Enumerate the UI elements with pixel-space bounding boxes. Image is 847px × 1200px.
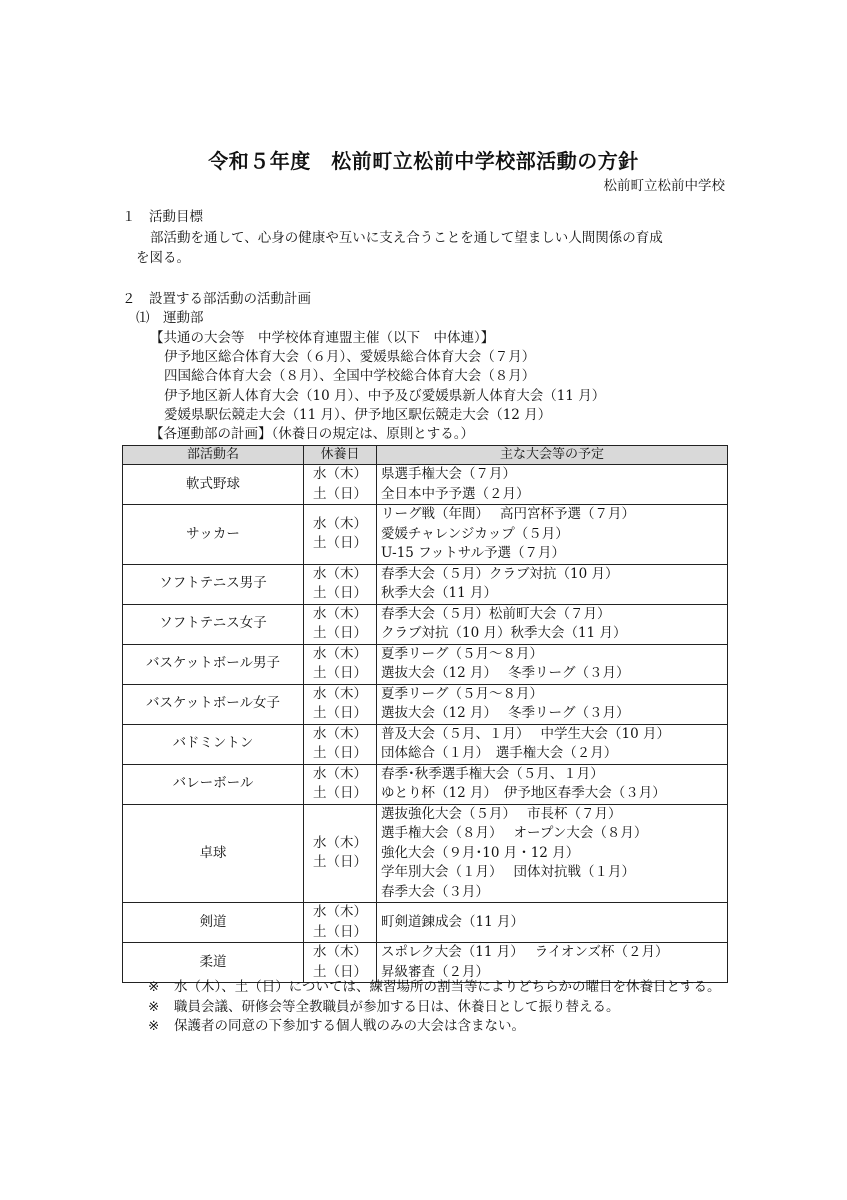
section2-heading: ２ 設置する部活動の活動計画 (122, 291, 311, 307)
rest-day-text: 土（日） (313, 485, 367, 502)
table-body (123, 465, 728, 983)
event-text: 団体総合（１月） 選手権大会（２月） (381, 745, 618, 761)
event-text: 町剣道錬成会（11 月） (381, 913, 524, 930)
event-text: 選抜強化大会（５月） 市長杯（７月） (381, 805, 622, 822)
event-text: 春季大会（３月） (381, 883, 489, 900)
rest-day-text: 土（日） (313, 665, 367, 681)
events-cell (377, 564, 728, 604)
club-name-cell: バドミントン (123, 724, 304, 764)
common-event-line: 愛媛県駅伝競走大会（11 月）、伊予地区駅伝競走大会（12 月） (164, 407, 552, 423)
events-cell (377, 724, 728, 764)
event-text: 昇級審査（２月） (381, 963, 489, 980)
table-header-row (123, 446, 728, 465)
table-row (123, 644, 728, 684)
rest-day-cell (304, 764, 377, 804)
rest-day-text: 水（木） (313, 515, 367, 532)
section1-body-line1: 部活動を通して、心身の健康や互いに支え合うことを通して望ましい人間関係の育成 (150, 230, 663, 246)
event-text: 春季大会（５月）クラブ対抗（10 月） (381, 565, 619, 582)
rest-day-text: 水（木） (313, 904, 367, 920)
document-title: 令和５年度 松前町立松前中学校部活動の方針 (208, 149, 639, 173)
rest-day-cell (304, 724, 377, 764)
table-row (123, 564, 728, 604)
event-text: 選抜大会（12 月） 冬季リーグ（３月） (381, 665, 630, 681)
note-mark: ※ (148, 979, 160, 995)
section2-sub-heading: ⑴ 運動部 (136, 310, 204, 326)
events-cell (377, 505, 728, 565)
header-rest-day: 休養日 (304, 446, 377, 465)
table-row (123, 604, 728, 644)
club-name-cell: 卓球 (123, 804, 304, 903)
note-mark: ※ (148, 1018, 160, 1034)
note-text: 職員会議、研修会等全教職員が参加する日は、休養日として振り替える。 (174, 998, 620, 1015)
section1-body-line2: を図る。 (136, 250, 190, 266)
table-row (123, 684, 728, 724)
event-text: 選抜大会（12 月） 冬季リーグ（３月） (381, 705, 630, 721)
event-text: 県選手権大会（７月） (381, 466, 516, 482)
document-author: 松前町立松前中学校 (603, 178, 725, 194)
table-row (123, 764, 728, 804)
club-name-cell: サッカー (123, 505, 304, 565)
rest-day-text: 水（木） (313, 944, 367, 960)
note-text: 水（木）、土（日）については、練習場所の割当等によりどちらかの曜日を休養日とする。 (174, 979, 721, 995)
rest-day-cell (304, 505, 377, 565)
rest-day-text: 水（木） (313, 466, 367, 482)
event-text: リーグ戦（年間） 高円宮杯予選（７月） (381, 506, 636, 522)
rest-day-text: 土（日） (313, 535, 367, 552)
rest-day-text: 水（木） (313, 645, 367, 662)
events-cell (377, 764, 728, 804)
events-cell (377, 684, 728, 724)
rest-day-cell (304, 465, 377, 505)
rest-day-text: 土（日） (313, 963, 367, 980)
table-row (123, 943, 728, 983)
table-row (123, 804, 728, 903)
rest-day-text: 水（木） (313, 834, 367, 851)
events-cell (377, 804, 728, 903)
rest-day-text: 水（木） (313, 765, 367, 782)
club-name-cell: 軟式野球 (123, 465, 304, 505)
note-text: 保護者の同意の下参加する個人戦のみの大会は含まない。 (174, 1018, 525, 1034)
table-row (123, 465, 728, 505)
rest-day-cell (304, 604, 377, 644)
event-text: 全日本中予予選（２月） (381, 485, 530, 502)
note-item (148, 978, 738, 998)
rest-day-cell (304, 644, 377, 684)
note-item (148, 998, 738, 1018)
rest-day-cell (304, 943, 377, 983)
club-name-cell: ソフトテニス女子 (123, 604, 304, 644)
event-text: 強化大会（９月･10 月・12 月） (381, 844, 580, 861)
rest-day-text: 土（日） (313, 585, 367, 601)
event-text: U-15 フットサル予選（７月） (381, 545, 566, 561)
club-name-cell: バスケットボール女子 (123, 684, 304, 724)
rest-day-text: 土（日） (313, 785, 367, 801)
rest-day-text: 水（木） (313, 685, 367, 702)
club-activity-table (122, 445, 728, 983)
event-text: 学年別大会（１月） 団体対抗戦（１月） (381, 864, 636, 880)
rest-day-text: 土（日） (313, 705, 367, 721)
club-plan-heading: 【各運動部の計画】（休養日の規定は、原則とする。） (150, 426, 474, 442)
rest-day-text: 水（木） (313, 605, 367, 622)
event-text: 秋季大会（11 月） (381, 585, 497, 601)
rest-day-cell (304, 804, 377, 903)
events-cell (377, 943, 728, 983)
event-text: 夏季リーグ（５月～８月） (381, 685, 543, 702)
common-event-line: 四国総合体育大会（８月）、全国中学校総合体育大会（８月） (164, 368, 536, 384)
header-events: 主な大会等の予定 (377, 446, 728, 465)
event-text: 愛媛チャレンジカップ（５月） (381, 525, 569, 542)
rest-day-text: 土（日） (313, 854, 367, 871)
rest-day-cell (304, 564, 377, 604)
events-cell (377, 644, 728, 684)
table-row (123, 505, 728, 565)
events-cell (377, 903, 728, 943)
rest-day-cell (304, 903, 377, 943)
event-text: クラブ対抗（10 月）秋季大会（11 月） (381, 625, 627, 641)
club-name-cell: 剣道 (123, 903, 304, 943)
club-name-cell: ソフトテニス男子 (123, 564, 304, 604)
events-cell (377, 604, 728, 644)
rest-day-text: 土（日） (313, 625, 367, 641)
rest-day-text: 水（木） (313, 725, 367, 742)
rest-day-text: 土（日） (313, 745, 367, 761)
rest-day-cell (304, 684, 377, 724)
table-row (123, 903, 728, 943)
header-club: 部活動名 (123, 446, 304, 465)
rest-day-text: 土（日） (313, 923, 367, 940)
section1-heading: １ 活動目標 (122, 209, 203, 225)
event-text: 選手権大会（８月） オープン大会（８月） (381, 825, 648, 841)
note-mark: ※ (148, 998, 160, 1015)
event-text: 普及大会（５月、１月） 中学生大会（10 月） (381, 725, 671, 742)
table-row (123, 724, 728, 764)
event-text: 夏季リーグ（５月～８月） (381, 645, 543, 662)
note-item (148, 1017, 738, 1037)
rest-day-text: 水（木） (313, 565, 367, 582)
club-name-cell: バスケットボール男子 (123, 644, 304, 684)
club-name-cell: 柔道 (123, 943, 304, 983)
event-text: ゆとり杯（12 月） 伊予地区春季大会（３月） (381, 785, 666, 801)
notes-list (148, 978, 738, 1037)
common-event-line: 伊予地区新人体育大会（10 月）、中予及び愛媛県新人体育大会（11 月） (164, 388, 606, 404)
common-event-line: 伊予地区総合体育大会（６月）、愛媛県総合体育大会（７月） (164, 349, 536, 365)
club-name-cell: バレーボール (123, 764, 304, 804)
common-events-heading: 【共通の大会等 中学校体育連盟主催（以下 中体連）】 (150, 330, 495, 346)
event-text: スポレク大会（11 月） ライオンズ杯（２月） (381, 944, 669, 960)
events-cell (377, 465, 728, 505)
event-text: 春季大会（５月）松前町大会（７月） (381, 605, 611, 622)
event-text: 春季･秋季選手権大会（５月、１月） (381, 765, 604, 782)
